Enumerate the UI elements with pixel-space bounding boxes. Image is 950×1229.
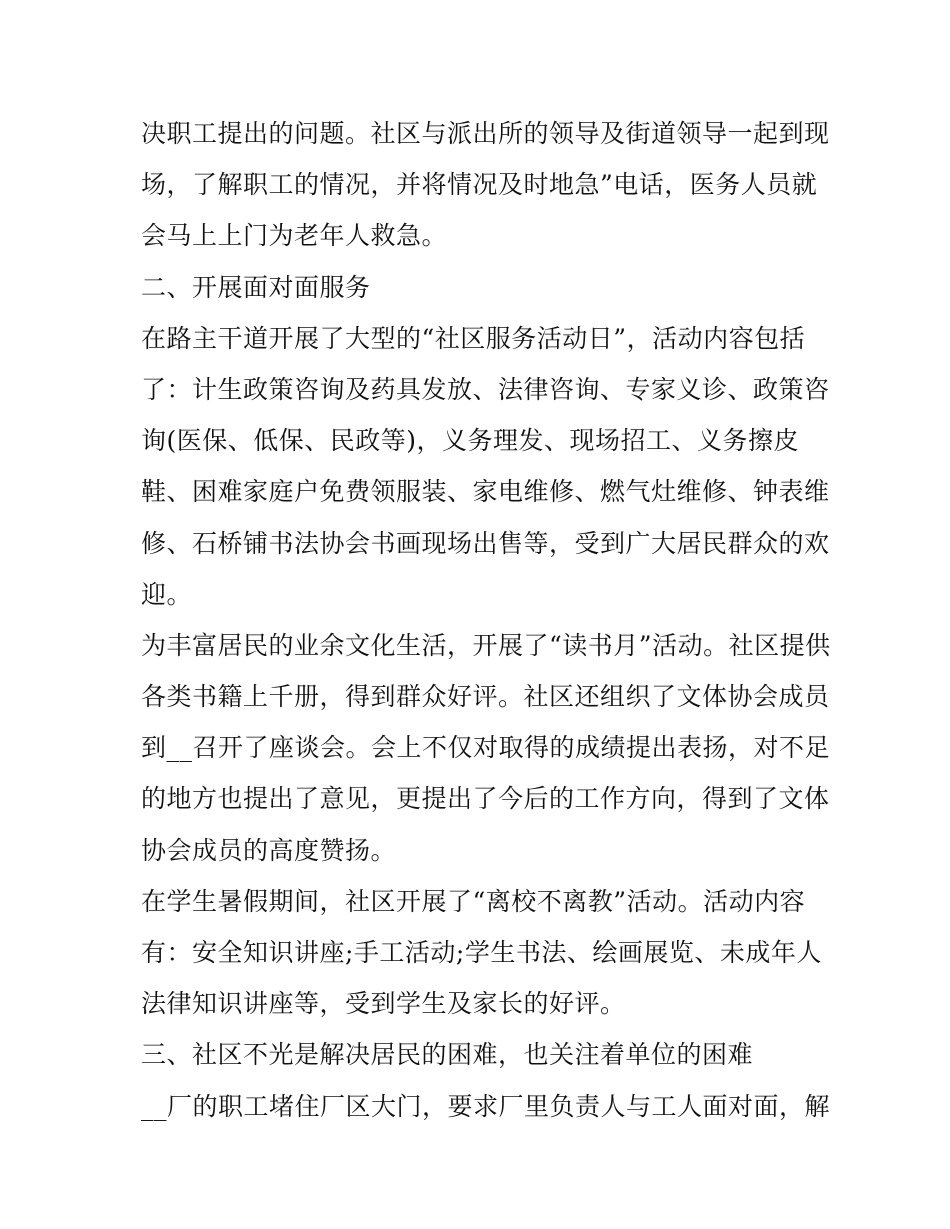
text-line: 鞋、困难家庭户免费领服装、家电维修、燃气灶维修、钟表维 <box>141 477 830 507</box>
document-body <box>141 108 831 1132</box>
text-line: 到__召开了座谈会。会上不仅对取得的成绩提出表扬，对不足 <box>141 733 831 763</box>
text-line: __厂的职工堵住厂区大门，要求厂里负责人与工人面对面，解 <box>141 1091 831 1121</box>
text-line: 修、石桥铺书法协会书画现场出售等，受到广大居民群众的欢 <box>141 528 830 558</box>
text-line: 在路主干道开展了大型的“社区服务活动日”，活动内容包括 <box>141 323 806 353</box>
text-line: 场，了解职工的情况，并将情况及时地急”电话，医务人员就 <box>141 170 818 200</box>
text-line: 询(医保、低保、民政等)，义务理发、现场招工、义务擦皮 <box>141 426 800 456</box>
text-line: 决职工提出的问题。社区与派出所的领导及街道领导一起到现 <box>141 119 830 148</box>
text-line: 在学生暑假期间，社区开展了“离校不离教”活动。活动内容 <box>141 886 806 916</box>
text-line: 有：安全知识讲座;手工活动;学生书法、绘画展览、未成年人 <box>141 938 822 967</box>
text-line: 了：计生政策咨询及药具发放、法律咨询、专家义诊、政策咨 <box>141 374 830 404</box>
section-heading: 二、开展面对面服务 <box>141 272 371 302</box>
text-line: 迎。 <box>141 579 193 609</box>
text-line: 法律知识讲座等，受到学生及家长的好评。 <box>141 989 626 1019</box>
section-heading: 三、社区不光是解决居民的困难，也关注着单位的困难 <box>141 1040 754 1070</box>
text-line: 协会成员的高度赞扬。 <box>141 835 397 865</box>
text-line: 为丰富居民的业余文化生活，开展了“读书月”活动。社区提供 <box>141 630 831 660</box>
text-line: 的地方也提出了意见，更提出了今后的工作方向，得到了文体 <box>141 784 830 814</box>
text-line: 会马上上门为老年人救急。 <box>141 221 448 251</box>
text-line: 各类书籍上千册，得到群众好评。社区还组织了文体协会成员 <box>141 682 830 712</box>
